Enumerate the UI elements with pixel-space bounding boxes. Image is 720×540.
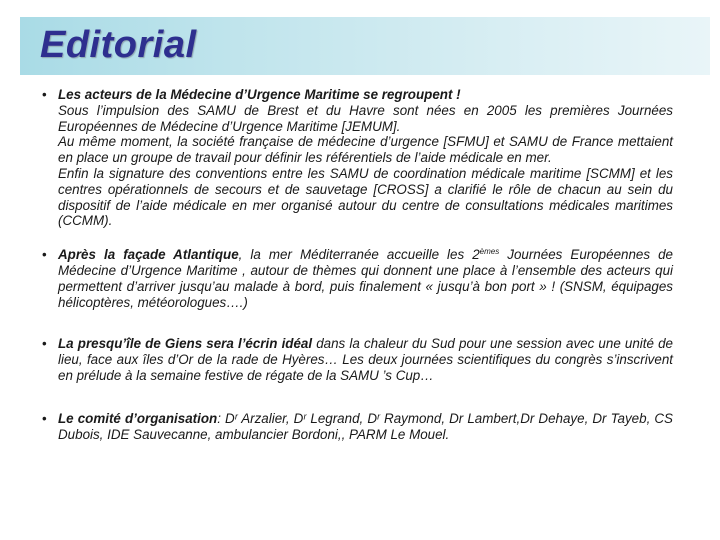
item-paragraph: Après la façade Atlantique, la mer Méditerranée accueille les 2èmes Journées Européennes de Médecine d’Urgence Maritime , autour de thèmes qui donnent une place à l’ensemble des acteurs qui permettent d’arriver jusqu’au malade à bord, puis finalement « jusqu’à bon port » ! (SNSM, équipages hélicoptères, météorologues….) <box>58 247 673 310</box>
item-paragraph: Enfin la signature des conventions entre les SAMU de coordination médicale maritime [SCMM] et les centres opérationnels de secours et de sauvetage [CROSS] a clarifié le rôle de chacun au sein du dispositif de l’aide médicale en mer organisé autour du centre de consultations médicales maritimes (CCMM). <box>58 165 673 229</box>
bullet-marker: • <box>42 247 47 263</box>
item-paragraph: Au même moment, la société française de médecine d’urgence [SFMU] et SAMU de France mettaient en place un groupe de travail pour définir les référentiels de l’aide médicale en mer. <box>58 134 673 166</box>
superscript: èmes <box>479 247 500 257</box>
bullet-item-giens <box>42 336 673 383</box>
item-lead: La presqu’île de Giens sera l’écrin idéal <box>58 336 313 352</box>
bullet-marker: • <box>42 336 47 352</box>
bullet-marker: • <box>42 410 47 426</box>
item-paragraph: La presqu’île de Giens sera l’écrin idéal dans la chaleur du Sud pour une session avec une unité de lieu, face aux îles d’Or de la rade de Hyères… Les deux journées scientifiques du congrès s’inscrivent en prélude à la semaine festive de régate de la SAMU ’s Cup… <box>58 336 673 383</box>
bullet-item-comite <box>42 411 673 443</box>
item-paragraph: Sous l’impulsion des SAMU de Brest et du Havre sont nées en 2005 les premières Journées Européennes de Médecine d’Urgence Maritime [JEMUM]. <box>58 102 673 134</box>
item-heading: Les acteurs de la Médecine d’Urgence Maritime se regroupent ! <box>58 87 461 102</box>
item-lead: Après la façade Atlantique <box>58 247 239 263</box>
bullet-item-facade <box>42 247 673 310</box>
bullet-item-acteurs <box>42 87 673 229</box>
item-lead: Le comité d’organisation <box>58 410 218 426</box>
slide-title: Editorial <box>40 24 197 66</box>
bullet-marker: • <box>42 87 47 102</box>
bullet-list <box>42 87 673 442</box>
item-paragraph: Le comité d’organisation: Dʳ Arzalier, Dʳ Legrand, Dʳ Raymond, Dr Lambert,Dr Dehaye, Dr Tayeb, CS Dubois, IDE Sauvecanne, ambulancier Bordoni,, PARM Le Mouel. <box>58 410 673 442</box>
